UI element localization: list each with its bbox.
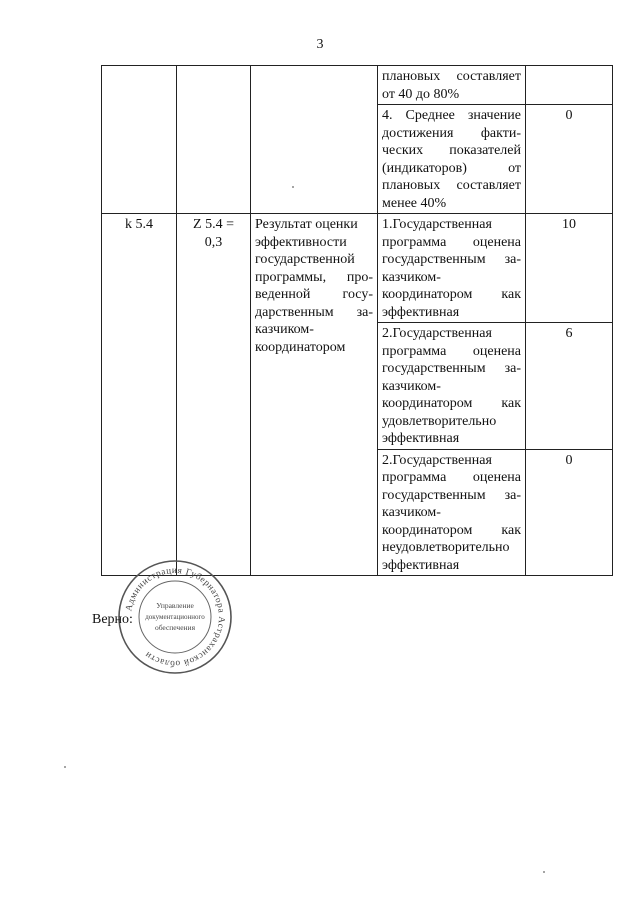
weight-cell (177, 66, 251, 214)
verification-label: Верно: (92, 612, 133, 627)
option-line: 2.Государственная (382, 452, 492, 468)
scan-speck (64, 766, 66, 768)
option-line: программа оценена (382, 470, 521, 485)
option-line: неудовлетворительно (382, 540, 510, 555)
option-line: казчиком- (382, 505, 441, 520)
criterion-line: Результат оценки (255, 217, 358, 232)
option-line: государственным за- (382, 361, 521, 376)
code-cell (102, 66, 177, 214)
table-row (102, 66, 613, 105)
weight-cell (177, 214, 251, 576)
weight-line: Z 5.4 = (193, 217, 234, 232)
criterion-line: веденной госу- (255, 287, 373, 302)
points-cell: 0 (526, 449, 613, 576)
option-line: программа оценена (382, 343, 521, 359)
option-cell (378, 105, 526, 214)
criterion-line: дарственным за- (255, 304, 373, 320)
points-cell: 10 (526, 214, 613, 323)
criterion-line: программы, про- (255, 269, 373, 285)
option-line: координатором как (382, 522, 521, 538)
svg-text:документационного: документационного (145, 613, 205, 621)
option-line: координатором как (382, 396, 521, 411)
option-line: 4. Среднее значение (382, 108, 521, 123)
option-line: от 40 до 80% (382, 86, 460, 102)
option-line: удовлетворительно (382, 413, 497, 429)
page-number: 3 (316, 37, 324, 52)
option-line: 2.Государственная (382, 326, 492, 341)
option-line: менее 40% (382, 195, 447, 211)
table-row (102, 214, 613, 323)
criterion-cell (251, 66, 378, 214)
weight-line: 0,3 (204, 234, 223, 250)
option-line: плановых составляет (382, 178, 521, 193)
option-line: эффективная (382, 304, 460, 320)
scan-speck (543, 871, 545, 873)
option-line: государственным за- (382, 252, 521, 267)
points-cell: 0 (526, 105, 613, 214)
svg-text:Управление: Управление (156, 601, 194, 610)
option-line: казчиком- (382, 378, 441, 394)
option-line: координатором как (382, 287, 521, 302)
option-line: программа оценена (382, 234, 521, 250)
scan-speck (292, 186, 294, 188)
criterion-line: координатором (255, 339, 346, 355)
official-stamp (116, 558, 234, 676)
option-line: казчиком- (382, 269, 441, 285)
option-cell (378, 214, 526, 323)
option-cell (378, 66, 526, 105)
option-line: государственным за- (382, 487, 521, 503)
criterion-line: казчиком- (255, 322, 314, 337)
option-line: эффективная (382, 431, 460, 446)
option-cell (378, 449, 526, 576)
criterion-line: эффективности (255, 234, 347, 250)
option-line: ческих показателей (382, 143, 521, 158)
criterion-cell (251, 214, 378, 576)
option-line: (индикаторов) от (382, 160, 521, 176)
points-cell: 6 (526, 323, 613, 450)
points-cell (526, 66, 613, 105)
criterion-line: государственной (255, 252, 355, 267)
criteria-table (101, 65, 613, 576)
option-line: эффективная (382, 557, 460, 573)
stamp-seal-icon (116, 558, 234, 676)
option-line: плановых составляет (382, 69, 521, 84)
svg-text:Администрация Губернатора Астр: Администрация Губернатора Астраханской области (123, 564, 228, 670)
svg-text:обеспечения: обеспечения (154, 623, 196, 632)
option-line: 1.Государственная (382, 217, 492, 232)
option-cell (378, 323, 526, 450)
option-line: достижения факти- (382, 125, 521, 141)
code-cell: k 5.4 (102, 214, 177, 576)
